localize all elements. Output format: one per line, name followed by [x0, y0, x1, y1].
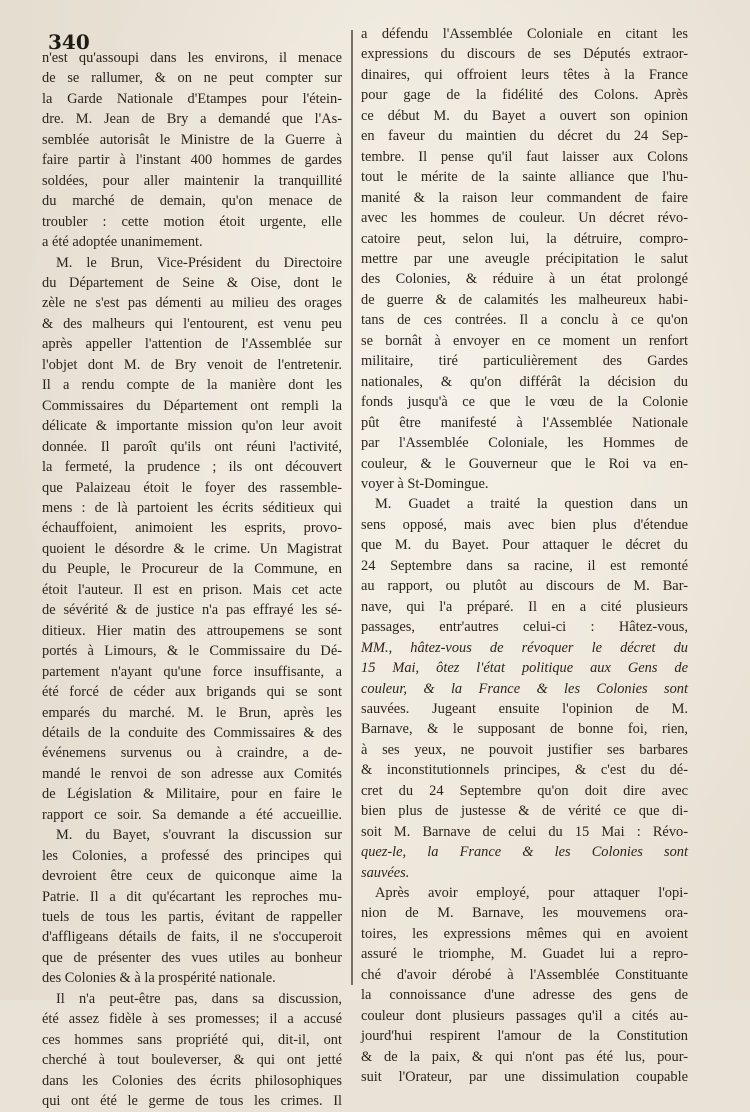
text-line: soit M. Barnave de celui du 15 Mai : Révo-: [361, 823, 688, 840]
text-line: jourd'hui respirent l'amour de la Constitution: [361, 1028, 688, 1045]
text-line: la Garde Nationale d'Etampes pour l'étein-: [42, 90, 342, 107]
text-line: quez-le, la France & les Colonies sont: [361, 844, 688, 861]
text-line: & inconstitutionnels principes, & c'est du dé-: [361, 762, 688, 779]
text-line: se bornât à envoyer en ce moment un renfort: [361, 332, 688, 349]
text-line: quoient le désordre & le crime. Un Magistrat: [42, 540, 342, 557]
text-line: dans les Colonies des écrits philosophiques: [42, 1072, 342, 1089]
text-line: Barnave, & le supposant de bonne foi, rien,: [361, 721, 688, 738]
text-line: M. Guadet a traité la question dans un: [375, 496, 688, 513]
text-line: Commissaires du Département ont rempli la: [42, 397, 342, 414]
text-line: sauvées. Jugeant ensuite l'opinion de M.: [361, 700, 688, 717]
text-line: pût être manifesté à l'Assemblée Nationale: [361, 414, 688, 431]
text-line: que Palaizeau étoit le foyer des rassemble-: [42, 479, 342, 496]
text-line: pour gage de la fidélité des Colons. Après: [361, 87, 688, 104]
text-line: l'objet dont M. de Bry venoit de l'entretenir.: [42, 356, 342, 373]
text-line: expressions du discours de ses Députés extraor-: [361, 46, 688, 63]
text-line: couleur, & la France & les Colonies sont: [361, 680, 688, 697]
text-line: de Législation & Militaire, pour en faire le: [42, 786, 342, 803]
text-line: ché d'avoir dérobé à l'Assemblée Constituante: [361, 966, 688, 983]
text-line: dre. M. Jean de Bry a demandé que l'As-: [42, 111, 342, 128]
text-line: & de la paix, & qui n'ont pas été lus, pour-: [361, 1048, 688, 1065]
text-line: été assez fidèle à ses promesses; il a accusé: [42, 1011, 342, 1028]
text-line: au rapport, ou plutôt au discours de M. Bar-: [361, 578, 688, 595]
text-line: tans de ces contrées. Il a conclu à ce qu'on: [361, 312, 688, 329]
text-line: ditieux. Hier matin des attroupemens se sont: [42, 622, 342, 639]
text-line: dinaires, qui offroient leurs têtes à la France: [361, 66, 688, 83]
text-line: couleur, & le Gouverneur que le Roi va en-: [361, 455, 688, 472]
text-line: les Colonies, a professé des principes qui: [42, 847, 342, 864]
text-line: nationales, & qu'on différât la décision du: [361, 373, 688, 390]
text-line: à ses yeux, ne pouvoit justifier ses barbares: [361, 741, 688, 758]
text-line: suit l'Orateur, par une dissimulation coupable: [361, 1069, 688, 1086]
text-line: nion de M. Barnave, les mouvemens ora-: [361, 905, 688, 922]
text-line: bien plus de justesse & de vérité ce que di-: [361, 803, 688, 820]
text-line: que de présenter des vues utiles au bonheur: [42, 949, 342, 966]
text-line: 24 Septembre dans sa racine, il est remonté: [361, 557, 688, 574]
text-line: mettre par une aveugle précipitation le salut: [361, 250, 688, 267]
text-line: couleur dont plusieurs passages qu'il a cités au-: [361, 1007, 688, 1024]
text-line: voyer à St-Domingue.: [361, 475, 489, 492]
text-line: troubler : cette motion étoit urgente, elle: [42, 213, 342, 230]
text-line: MM., hâtez-vous de révoquer le décret du: [361, 639, 688, 656]
text-line: ces hommes sans propriété qui, dit-il, ont: [42, 1031, 342, 1048]
text-line: échauffoient, animoient les esprits, provo-: [42, 520, 342, 537]
text-line: mandé le renvoi de son adresse aux Comités: [42, 765, 342, 782]
left-column: [42, 24, 342, 1112]
text-line: catoire peut, selon lui, la détruire, compro-: [361, 230, 688, 247]
text-line: ce début M. du Bayet a ouvert son opinion: [361, 107, 688, 124]
text-line: tuels de tous les partis, évitant de rappeller: [42, 909, 342, 926]
text-line: faire partir à l'instant 400 hommes de gardes: [42, 152, 342, 169]
text-line: du marché de demain, qu'on menace de: [42, 193, 342, 210]
text-line: tout le mérite de la sainte alliance que l'hu-: [361, 169, 688, 186]
text-line: militaire, tiré particulièrement des Gardes: [361, 353, 688, 370]
text-line: des Colonies, & réduire à un état prolongé: [361, 271, 688, 288]
text-line: tembre. Il pense qu'il faut laisser aux Colons: [361, 148, 688, 165]
text-line: emparés du marché. M. le Brun, après les: [42, 704, 342, 721]
text-line: M. du Bayet, s'ouvrant la discussion sur: [56, 827, 342, 844]
text-line: étoit l'auteur. Il est en prison. Mais cet acte: [42, 581, 342, 598]
text-line: manité & la raison leur commandent de faire: [361, 189, 688, 206]
text-line: de sévérité & de justice n'a pas effrayé les sé-: [42, 602, 342, 619]
text-line: sauvées.: [361, 864, 410, 881]
text-line: Il n'a peut-être pas, dans sa discussion,: [56, 990, 342, 1007]
text-line: été forcé de céder aux brigands qui se sont: [42, 684, 342, 701]
text-line: de se rallumer, & on ne peut compter sur: [42, 70, 342, 87]
text-line: nave, qui l'a préparé. Il en a cité plusieurs: [361, 598, 688, 615]
text-line: sens opposé, mais avec bien plus d'étendue: [361, 516, 688, 533]
right-column: [361, 24, 688, 1088]
text-line: & des malheurs qui l'entourent, est venu peu: [42, 315, 342, 332]
text-line: la fermeté, la prudence ; ils ont découvert: [42, 459, 342, 476]
text-line: Patrie. Il a dit qu'écartant les reproches mu-: [42, 888, 342, 905]
text-line: Après avoir employé, pour attaquer l'opi-: [375, 885, 688, 902]
text-line: soldées, pour aller maintenir la tranquillité: [42, 172, 342, 189]
text-line: du Peuple, le Procureur de la Commune, en: [42, 561, 342, 578]
text-line: d'affligeans détails de faits, il ne s'occuperoit: [42, 929, 342, 946]
text-line: des Colonies & à la prospérité nationale.: [42, 970, 276, 987]
text-line: portés à Limours, & le Commissaire du Dé-: [42, 643, 342, 660]
text-line: cret du 24 Septembre qu'on doit dire avec: [361, 782, 688, 799]
text-line: délicate & importante mission qu'on leur avoit: [42, 418, 342, 435]
text-line: avec les hommes de couleur. Un décret révo-: [361, 210, 688, 227]
text-line: détails de la conduite des Commissaires & des: [42, 724, 342, 741]
text-line: qui ont été le germe de tous les crimes. Il: [42, 1093, 342, 1110]
text-line: partement n'ayant qu'une force insuffisante, a: [42, 663, 342, 680]
column-divider: [351, 30, 353, 985]
text-line: par l'Assemblée Coloniale, les Hommes de: [361, 435, 688, 452]
text-line: passages, entr'autres celui-ci : Hâtez-vous,: [361, 619, 688, 636]
text-line: toires, les expressions mêmes qui en avoient: [361, 925, 688, 942]
text-line: rapport ce soir. Sa demande a été accueillie.: [42, 806, 342, 823]
text-line: événemens survenus ou à craindre, a de-: [42, 745, 342, 762]
text-line: de guerre & de calamités les malheureux habi-: [361, 291, 688, 308]
text-line: en faveur du maintien du décret du 24 Sep-: [361, 128, 688, 145]
text-line: a défendu l'Assemblée Coloniale en citant les: [361, 26, 688, 42]
page-number: 340: [48, 30, 90, 54]
text-line: fonds jusqu'à ce que le vœu de la Colonie: [361, 394, 688, 411]
text-line: du Département de Seine & Oise, dont le: [42, 274, 342, 291]
text-line: la connoissance d'une adresse des gens de: [361, 987, 688, 1004]
text-line: semblée autorisât le Ministre de la Guerre à: [42, 131, 342, 148]
text-line: 15 Mai, ôtez l'état politique aux Gens de: [361, 660, 688, 677]
text-line: cherché à tout bouleverser, & qui ont jetté: [42, 1052, 342, 1069]
text-line: assuré le triomphe, M. Guadet lui a repro-: [361, 946, 688, 963]
text-line: zèle ne s'est pas démenti au milieu des orages: [42, 295, 342, 312]
text-line: n'est qu'assoupi dans les environs, il menace: [42, 50, 342, 66]
text-line: M. le Brun, Vice-Président du Directoire: [56, 254, 342, 271]
text-line: que M. du Bayet. Pour attaquer le décret du: [361, 537, 688, 554]
text-line: donnée. Il paroît qu'ils ont réuni l'activité,: [42, 438, 342, 455]
text-line: devroient être ceux de quiconque aime la: [42, 868, 342, 885]
text-line: a été adoptée unanimement.: [42, 234, 203, 251]
text-line: mens : de là partoient les écrits séditieux qui: [42, 499, 342, 516]
text-line: Il a rendu compte de la manière dont les: [42, 377, 342, 394]
text-line: après appeller l'attention de l'Assemblée sur: [42, 336, 342, 353]
